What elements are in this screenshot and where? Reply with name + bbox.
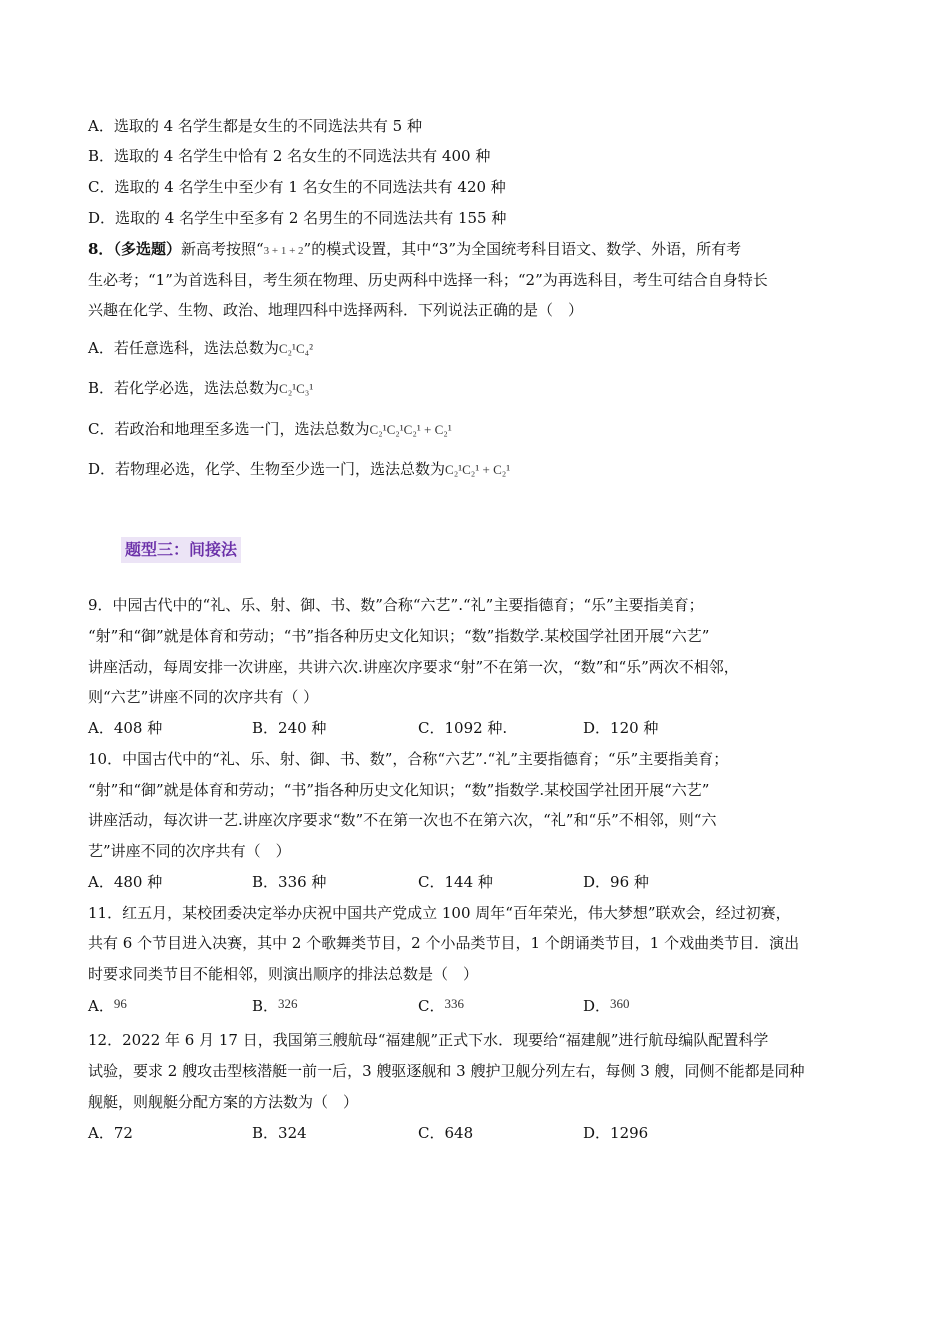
q7-option-a: A．选取的 4 名学生都是女生的不同选法共有 5 种 [88, 117, 422, 135]
q11-line3: 时要求同类节目不能相邻，则演出顺序的排法总数是（ ） [88, 965, 479, 983]
q12-line3: 舰艇，则舰艇分配方案的方法数为（ ） [88, 1093, 359, 1111]
q7-option-b: B．选取的 4 名学生中恰有 2 名女生的不同选法共有 400 种 [88, 147, 491, 165]
q11-option-b [252, 996, 298, 1017]
q10-option-b: B．336 种 [252, 873, 327, 891]
q8-tag: （多选题） [113, 240, 181, 258]
q11-option-b-value: 326 [278, 996, 298, 1011]
q12-option-b: B．324 [252, 1124, 307, 1142]
q10-line3: 讲座活动，每次讲一艺.讲座次序要求“数”不在第一次也不在第六次，“礼”和“乐”不相邻，则“六 [88, 811, 717, 829]
q11-line1: 11．红五月，某校团委决定举办庆祝中国共产党成立 100 周年“百年荣光，伟大梦想”联欢会，经过初赛， [88, 904, 791, 922]
q12-option-a: A．72 [88, 1124, 133, 1142]
q11-line2: 共有 6 个节目进入决赛，其中 2 个歌舞类节目，2 个小品类节目，1 个朗诵类节目，1 个戏曲类节目．演出 [88, 934, 800, 952]
q12-option-c: C．648 [418, 1124, 474, 1142]
q9-line2: “射”和“御”就是体育和劳动；“书”指各种历史文化知识；“数”指数学.某校国学社团开展“六艺” [88, 627, 710, 645]
q11-option-a [88, 996, 127, 1017]
q9-line1: 9．中园古代中的“礼、乐、射、御、书、数”合称“六艺”.“礼”主要指德育；“乐”主要指美育； [88, 596, 704, 614]
q9-line3: 讲座活动，每周安排一次讲座，共讲六次.讲座次序要求“射”不在第一次，“数”和“乐”两次不相邻， [88, 658, 739, 676]
q8-option-d [88, 459, 510, 480]
q8-option-a-formula: C₂¹C₄² [278, 341, 314, 356]
q9-option-a: A．408 种 [88, 719, 163, 737]
q11-option-a-value: 96 [113, 996, 127, 1011]
q11-option-a-label: A． [88, 997, 114, 1015]
q8-option-c-text: C．若政治和地理至多选一门，选法总数为 [88, 420, 370, 438]
q12-line2: 试验，要求 2 艘攻击型核潜艇一前一后，3 艘驱逐舰和 3 艘护卫舰分列左右，每侧 3 艘，同侧不能都是同种 [88, 1062, 805, 1080]
q11-option-c [418, 996, 464, 1017]
q9-option-c: C．1092 种. [418, 719, 508, 737]
q12-line1: 12．2022 年 6 月 17 日，我国第三艘航母“福建舰”正式下水．现要给“福建舰”进行航母编队配置科学 [88, 1031, 769, 1049]
q8-option-b-text: B．若化学必选，选法总数为 [88, 379, 280, 397]
q8-option-a-text: A．若任意选科，选法总数为 [88, 339, 279, 357]
q8-formula: 3 + 1 + 2 [263, 245, 304, 257]
q8-stem-line1 [88, 239, 741, 261]
q10-option-c: C．144 种 [418, 873, 493, 891]
q11-option-b-label: B． [252, 997, 279, 1015]
q11-option-c-value: 336 [444, 996, 464, 1011]
q8-text-b: ”的模式设置，其中“3”为全国统考科目语文、数学、外语，所有考 [303, 240, 742, 258]
q7-option-d: D．选取的 4 名学生中至多有 2 名男生的不同选法共有 155 种 [88, 209, 507, 227]
q11-option-d-label: D． [583, 997, 611, 1015]
q11-option-d [583, 996, 630, 1017]
q11-option-d-value: 360 [610, 996, 630, 1011]
q9-line4: 则“六艺”讲座不同的次序共有（ ） [88, 688, 319, 706]
q8-option-c [88, 419, 452, 440]
q8-option-c-formula: C₂¹C₂¹C₂¹ + C₂¹ [369, 422, 452, 437]
q8-option-b [88, 378, 313, 399]
q8-stem-line3: 兴趣在化学、生物、政治、地理四科中选择两科．下列说法正确的是（ ） [88, 301, 584, 319]
q10-option-a: A．480 种 [88, 873, 163, 891]
q9-option-b: B．240 种 [252, 719, 327, 737]
q7-option-c: C．选取的 4 名学生中至少有 1 名女生的不同选法共有 420 种 [88, 178, 506, 196]
q8-option-b-formula: C₂¹C₃¹ [279, 381, 314, 396]
q9-option-d: D．120 种 [583, 719, 659, 737]
q10-line1: 10．中国古代中的“礼、乐、射、御、书、数”，合称“六艺”.“礼”主要指德育；“乐”主要指美育； [88, 750, 729, 768]
section-title: 题型三：间接法 [121, 537, 241, 563]
q8-option-a [88, 338, 313, 359]
q8-option-d-formula: C₂¹C₂¹ + C₂¹ [445, 462, 511, 477]
q10-line2: “射”和“御”就是体育和劳动；“书”指各种历史文化知识；“数”指数学.某校国学社团开展“六艺” [88, 781, 710, 799]
q8-text-a: 新高考按照“ [180, 240, 264, 258]
q10-line4: 艺”讲座不同的次序共有（ ） [88, 842, 291, 860]
q8-option-d-text: D．若物理必选，化学、生物至少选一门，选法总数为 [88, 460, 446, 478]
q12-option-d: D．1296 [583, 1124, 649, 1142]
q8-number: 8． [88, 240, 114, 258]
q11-option-c-label: C． [418, 997, 445, 1015]
q8-stem-line2: 生必考；“1”为首选科目，考生须在物理、历史两科中选择一科；“2”为再选科目，考生可结合自身特长 [88, 271, 768, 289]
q10-option-d: D．96 种 [583, 873, 649, 891]
